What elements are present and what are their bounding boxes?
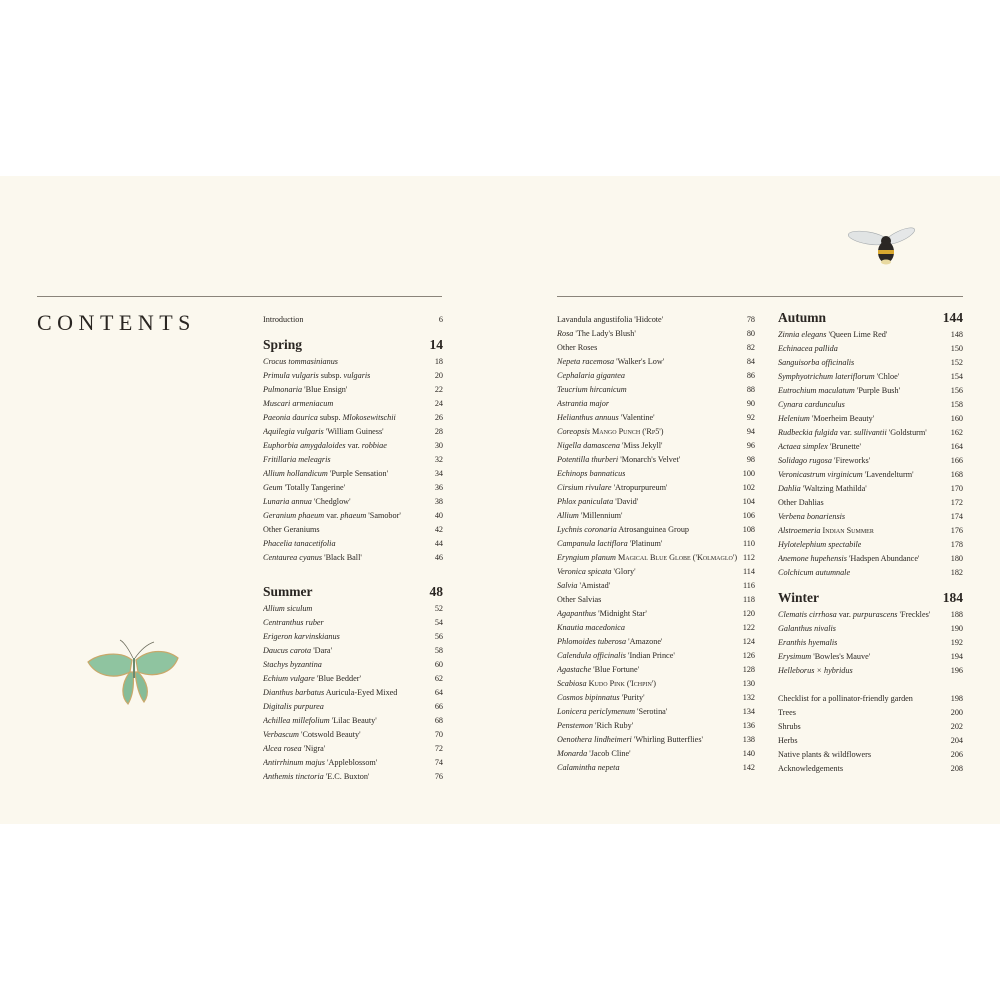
toc-entry-title: Echium vulgare 'Blue Bedder' [263, 674, 361, 683]
toc-entry-title: Scabiosa Kudo Pink ('Ichpin') [557, 679, 656, 688]
toc-entry[interactable] [263, 523, 443, 537]
toc-entry-page: 38 [434, 497, 443, 506]
toc-entry-page: 130 [742, 679, 755, 688]
toc-entry-title: Helenium 'Moerheim Beauty' [778, 414, 875, 423]
toc-entry[interactable] [263, 686, 443, 700]
toc-entry-page: 42 [434, 525, 443, 534]
toc-entry-page: 44 [434, 539, 443, 548]
toc-entry-page: 40 [434, 511, 443, 520]
toc-entry-title: Hylotelephium spectabile [778, 540, 862, 549]
toc-entry-page: 172 [950, 498, 963, 507]
toc-entry[interactable] [778, 454, 963, 468]
toc-entry-page: 118 [743, 595, 755, 604]
toc-entry-title: Anthemis tinctoria 'E.C. Buxton' [263, 772, 370, 781]
toc-entry[interactable] [263, 509, 443, 523]
toc-entry[interactable] [263, 672, 443, 686]
toc-entry-title: Other Salvias [557, 595, 602, 604]
toc-entry-title: Lonicera periclymenum 'Serotina' [557, 707, 668, 716]
toc-entry[interactable] [557, 425, 755, 439]
toc-entry-title: Teucrium hircanicum [557, 385, 627, 394]
toc-entry-page: 138 [742, 735, 755, 744]
toc-entry-page: 190 [950, 624, 963, 633]
toc-entry-page: 60 [434, 660, 443, 669]
toc-entry-title: Eutrochium maculatum 'Purple Bush' [778, 386, 901, 395]
toc-entry-title: Knautia macedonica [557, 623, 625, 632]
toc-entry-page: 94 [746, 427, 755, 436]
toc-entry-page: 36 [434, 483, 443, 492]
toc-entry[interactable] [263, 658, 443, 672]
toc-entry[interactable] [557, 509, 755, 523]
toc-entry[interactable] [778, 692, 963, 706]
toc-entry-title: Allium siculum [263, 604, 313, 613]
toc-entry[interactable] [557, 733, 755, 747]
toc-entry-title: Potentilla thurberi 'Monarch's Velvet' [557, 455, 681, 464]
toc-entry-page: 120 [742, 609, 755, 618]
section-heading-winter[interactable]: Winter 184 [778, 590, 963, 605]
toc-entry-page: 202 [950, 722, 963, 731]
toc-entry-page: 70 [434, 730, 443, 739]
toc-entry-page: 84 [746, 357, 755, 366]
toc-entry[interactable] [778, 636, 963, 650]
toc-entry-title: Lychnis coronaria Atrosanguinea Group [557, 525, 690, 534]
toc-entry-title: Echinacea pallida [778, 344, 838, 353]
toc-entry[interactable] [557, 677, 755, 691]
toc-entry[interactable] [557, 747, 755, 761]
toc-entry-page: 148 [950, 330, 963, 339]
toc-entry-page: 78 [746, 315, 755, 324]
toc-entry-title: Nigella damascena 'Miss Jekyll' [557, 441, 663, 450]
toc-entry-page: 142 [742, 763, 755, 772]
toc-entry-page: 164 [950, 442, 963, 451]
toc-entry[interactable] [263, 467, 443, 481]
toc-entry-title: Native plants & wildflowers [778, 750, 872, 759]
toc-entry[interactable] [263, 439, 443, 453]
toc-entry[interactable] [263, 616, 443, 630]
toc-entry-page: 98 [746, 455, 755, 464]
toc-entry-title: Trees [778, 708, 796, 717]
toc-entry-page: 162 [950, 428, 963, 437]
toc-entry[interactable] [778, 342, 963, 356]
toc-entry-title: Allium hollandicum 'Purple Sensation' [263, 469, 389, 478]
toc-entry[interactable] [557, 635, 755, 649]
toc-entry-title: Antirrhinum majus 'Appleblossom' [263, 758, 378, 767]
toc-entry[interactable] [778, 762, 963, 776]
toc-entry[interactable] [263, 411, 443, 425]
toc-entry-title: Primula vulgaris subsp. vulgaris [263, 371, 371, 380]
back-matter-list [778, 692, 963, 776]
toc-entry-title: Colchicum autumnale [778, 568, 851, 577]
toc-entry-title: Checklist for a pollinator-friendly garden [778, 694, 913, 703]
summer-list [263, 602, 443, 784]
toc-entry-page: 18 [434, 357, 443, 366]
toc-entry-page: 108 [742, 525, 755, 534]
toc-entry-title: Lavandula angustifolia 'Hidcote' [557, 315, 664, 324]
toc-entry[interactable] [263, 383, 443, 397]
toc-entry-page: 30 [434, 441, 443, 450]
toc-entry[interactable] [778, 482, 963, 496]
contents-column-2 [557, 313, 755, 775]
toc-entry-title: Campanula lactiflora 'Platinum' [557, 539, 663, 548]
toc-entry-page: 178 [950, 540, 963, 549]
toc-entry[interactable] [778, 608, 963, 622]
toc-entry-page: 174 [950, 512, 963, 521]
toc-entry[interactable] [557, 579, 755, 593]
toc-entry-title: Actaea simplex 'Brunette' [778, 442, 861, 451]
toc-entry-title: Calendula officinalis 'Indian Prince' [557, 651, 675, 660]
toc-entry[interactable] [557, 523, 755, 537]
toc-entry[interactable] [557, 369, 755, 383]
toc-entry[interactable] [263, 770, 443, 784]
toc-entry-page: 160 [950, 414, 963, 423]
green-moth-icon [84, 638, 184, 710]
toc-entry-page: 76 [434, 772, 443, 781]
toc-entry-title: Other Dahlias [778, 498, 824, 507]
toc-entry-title: Veronicastrum virginicum 'Lavendelturm' [778, 470, 914, 479]
toc-entry-page: 176 [950, 526, 963, 535]
toc-entry-title: Zinnia elegans 'Queen Lime Red' [778, 330, 888, 339]
toc-entry-title: Verbascum 'Cotswold Beauty' [263, 730, 361, 739]
toc-entry[interactable] [557, 313, 755, 327]
toc-entry[interactable] [263, 481, 443, 495]
toc-entry-page: 80 [746, 329, 755, 338]
toc-entry-page: 96 [746, 441, 755, 450]
toc-entry-title: Coreopsis Mango Punch ('Rp5') [557, 427, 664, 436]
toc-entry[interactable] [263, 644, 443, 658]
toc-entry-page: 200 [950, 708, 963, 717]
toc-entry-page: 106 [742, 511, 755, 520]
toc-entry[interactable] [263, 425, 443, 439]
toc-entry-page: 112 [743, 553, 755, 562]
toc-entry[interactable] [557, 411, 755, 425]
toc-entry-page: 182 [950, 568, 963, 577]
toc-entry-title: Clematis cirrhosa var. purpurascens 'Freckles' [778, 610, 931, 619]
toc-entry-title: Phlomoides tuberosa 'Amazone' [557, 637, 663, 646]
toc-entry[interactable] [778, 328, 963, 342]
toc-entry[interactable] [263, 700, 443, 714]
left-rule [37, 296, 442, 297]
toc-entry[interactable] [778, 650, 963, 664]
toc-entry[interactable] [557, 341, 755, 355]
toc-entry-page: 28 [434, 427, 443, 436]
toc-entry-title: Geum 'Totally Tangerine' [263, 483, 346, 492]
toc-entry[interactable] [778, 412, 963, 426]
toc-entry[interactable] [263, 602, 443, 616]
toc-entry[interactable] [263, 756, 443, 770]
toc-entry-title: Dianthus barbatus Auricula-Eyed Mixed [263, 688, 398, 697]
toc-entry-title: Stachys byzantina [263, 660, 322, 669]
right-rule [557, 296, 963, 297]
toc-entry-page: 52 [434, 604, 443, 613]
toc-entry[interactable] [557, 705, 755, 719]
toc-entry-page: 62 [434, 674, 443, 683]
toc-entry[interactable] [557, 453, 755, 467]
toc-entry[interactable] [778, 496, 963, 510]
toc-entry[interactable] [557, 467, 755, 481]
toc-entry[interactable] [778, 552, 963, 566]
toc-entry-title: Other Roses [557, 343, 598, 352]
toc-entry[interactable] [557, 537, 755, 551]
toc-entry-title: Paeonia daurica subsp. Mlokosewitschii [263, 413, 396, 422]
toc-entry[interactable] [778, 426, 963, 440]
toc-entry-title: Alcea rosea 'Nigra' [263, 744, 326, 753]
toc-entry-title: Sanguisorba officinalis [778, 358, 855, 367]
toc-entry-title: Muscari armeniacum [263, 399, 334, 408]
bumblebee-icon [846, 226, 918, 266]
toc-entry-page: 136 [742, 721, 755, 730]
toc-entry[interactable] [778, 384, 963, 398]
toc-entry[interactable] [263, 537, 443, 551]
toc-entry[interactable] [778, 706, 963, 720]
toc-entry-page: 68 [434, 716, 443, 725]
toc-entry[interactable] [557, 495, 755, 509]
toc-entry-page: 198 [950, 694, 963, 703]
toc-entry-title: Echinops bannaticus [557, 469, 626, 478]
toc-entry-title: Shrubs [778, 722, 801, 731]
toc-entry-page: 150 [950, 344, 963, 353]
toc-entry[interactable] [557, 607, 755, 621]
toc-entry[interactable] [778, 748, 963, 762]
toc-entry-title: Anemone hupehensis 'Hadspen Abundance' [778, 554, 920, 563]
toc-entry-page: 72 [434, 744, 443, 753]
toc-entry-title: Verbena bonariensis [778, 512, 846, 521]
toc-entry-page: 124 [742, 637, 755, 646]
toc-entry[interactable] [557, 565, 755, 579]
toc-entry-title: Other Geraniums [263, 525, 320, 534]
toc-entry-title: Helianthus annuus 'Valentine' [557, 413, 655, 422]
toc-entry-title: Penstemon 'Rich Ruby' [557, 721, 634, 730]
toc-entry-title: Eryngium planum Magical Blue Globe ('Kolmaglo') [557, 553, 738, 562]
toc-entry-title: Acknowledgements [778, 764, 844, 773]
toc-entry[interactable] [557, 397, 755, 411]
toc-entry-title: Digitalis purpurea [263, 702, 324, 711]
book-spread [0, 176, 1000, 824]
toc-entry-page: 116 [743, 581, 755, 590]
toc-entry-title: Lunaria annua 'Chedglow' [263, 497, 351, 506]
section-heading-autumn[interactable]: Autumn 144 [778, 310, 963, 325]
toc-entry[interactable] [263, 742, 443, 756]
toc-entry-title: Cephalaria gigantea [557, 371, 625, 380]
toc-entry[interactable] [778, 566, 963, 580]
toc-entry[interactable] [557, 593, 755, 607]
toc-entry-title: Centranthus ruber [263, 618, 324, 627]
toc-entry-title: Dahlia 'Waltzing Mathilda' [778, 484, 867, 493]
toc-entry[interactable] [557, 621, 755, 635]
toc-entry-page: 86 [746, 371, 755, 380]
toc-entry-page: 34 [434, 469, 443, 478]
toc-entry-title: Agapanthus 'Midnight Star' [557, 609, 647, 618]
toc-entry[interactable] [778, 734, 963, 748]
toc-entry-title: Geranium phaeum var. phaeum 'Samobor' [263, 511, 401, 520]
toc-entry[interactable] [778, 720, 963, 734]
toc-entry-title: Rudbeckia fulgida var. sullivantii 'Goldsturm' [778, 428, 927, 437]
toc-entry-page: 208 [950, 764, 963, 773]
toc-entry-title: Phlox paniculata 'David' [557, 497, 639, 506]
toc-entry[interactable] [263, 397, 443, 411]
toc-entry-page: 100 [742, 469, 755, 478]
toc-entry-page: 90 [746, 399, 755, 408]
toc-entry[interactable] [557, 383, 755, 397]
toc-entry-title: Symphyotrichum lateriflorum 'Chloe' [778, 372, 900, 381]
toc-entry[interactable] [778, 510, 963, 524]
winter-list [778, 608, 963, 678]
toc-entry-title: Euphorbia amygdaloides var. robbiae [263, 441, 387, 450]
toc-entry-page: 20 [434, 371, 443, 380]
toc-entry-page: 46 [434, 553, 443, 562]
toc-entry-page: 104 [742, 497, 755, 506]
toc-entry-page: 54 [434, 618, 443, 627]
toc-entry-title: Cosmos bipinnatus 'Purity' [557, 693, 645, 702]
toc-entry-title: Calamintha nepeta [557, 763, 620, 772]
toc-entry-page: 140 [742, 749, 755, 758]
toc-entry-title: Pulmonaria 'Blue Ensign' [263, 385, 348, 394]
toc-entry-page: 64 [434, 688, 443, 697]
toc-entry-page: 114 [743, 567, 755, 576]
toc-entry-title: Eranthis hyemalis [778, 638, 838, 647]
toc-entry-page: 132 [742, 693, 755, 702]
toc-entry-page: 22 [434, 385, 443, 394]
toc-entry-title: Cynara cardunculus [778, 400, 845, 409]
toc-entry-title: Agastache 'Blue Fortune' [557, 665, 640, 674]
toc-entry-title: Galanthus nivalis [778, 624, 836, 633]
toc-entry-page: 152 [950, 358, 963, 367]
contents-title: CONTENTS [37, 310, 196, 335]
toc-entry-page: 192 [950, 638, 963, 647]
toc-entry-title: Fritillaria meleagris [263, 455, 331, 464]
toc-entry-page: 154 [950, 372, 963, 381]
toc-entry[interactable] [778, 524, 963, 538]
toc-entry-page: 134 [742, 707, 755, 716]
toc-entry-title: Aquilegia vulgaris 'William Guiness' [263, 427, 384, 436]
toc-entry-title: Cirsium rivulare 'Atropurpureum' [557, 483, 668, 492]
toc-entry[interactable] [263, 714, 443, 728]
toc-entry[interactable] [778, 398, 963, 412]
toc-entry-page: 204 [950, 736, 963, 745]
toc-entry-page: 66 [434, 702, 443, 711]
toc-entry-page: 158 [950, 400, 963, 409]
toc-entry-page: 122 [742, 623, 755, 632]
toc-entry-page: 128 [742, 665, 755, 674]
toc-entry-page: 126 [742, 651, 755, 660]
toc-entry-title: Solidago rugosa 'Fireworks' [778, 456, 871, 465]
toc-entry[interactable] [778, 370, 963, 384]
toc-entry[interactable] [778, 622, 963, 636]
toc-entry-page: 168 [950, 470, 963, 479]
toc-entry[interactable] [557, 355, 755, 369]
toc-entry[interactable]: Introduction 6 [263, 315, 443, 324]
toc-entry-title: Helleborus × hybridus [778, 666, 853, 675]
toc-entry-page: 82 [746, 343, 755, 352]
toc-entry-title: Centaurea cyanus 'Black Ball' [263, 553, 362, 562]
toc-entry-page: 194 [950, 652, 963, 661]
toc-entry-page: 32 [434, 455, 443, 464]
toc-entry[interactable] [557, 761, 755, 775]
toc-entry[interactable] [263, 551, 443, 565]
toc-entry-title: Nepeta racemosa 'Walker's Low' [557, 357, 665, 366]
toc-entry-page: 24 [434, 399, 443, 408]
toc-entry-title: Crocus tommasinianus [263, 357, 338, 366]
toc-entry[interactable] [263, 728, 443, 742]
toc-entry-title: Herbs [778, 736, 798, 745]
toc-entry-title: Oenothera lindheimeri 'Whirling Butterflies' [557, 735, 703, 744]
toc-entry[interactable] [263, 453, 443, 467]
toc-entry-page: 206 [950, 750, 963, 759]
toc-entry[interactable] [263, 369, 443, 383]
toc-entry-page: 156 [950, 386, 963, 395]
toc-entry-title: Phacelia tanacetifolia [263, 539, 336, 548]
toc-entry-title: Monarda 'Jacob Cline' [557, 749, 631, 758]
toc-entry-title: Astrantia major [557, 399, 610, 408]
toc-entry[interactable] [557, 691, 755, 705]
toc-entry-page: 170 [950, 484, 963, 493]
toc-entry[interactable] [778, 440, 963, 454]
toc-entry-page: 92 [746, 413, 755, 422]
toc-entry-page: 196 [950, 666, 963, 675]
toc-entry[interactable] [557, 439, 755, 453]
toc-entry[interactable] [263, 495, 443, 509]
toc-entry[interactable] [778, 538, 963, 552]
spring-list [263, 355, 443, 565]
toc-entry-page: 180 [950, 554, 963, 563]
toc-entry-title: Veronica spicata 'Glory' [557, 567, 636, 576]
toc-entry-title: Salvia 'Amistad' [557, 581, 611, 590]
toc-entry-page: 56 [434, 632, 443, 641]
toc-entry[interactable] [557, 481, 755, 495]
toc-entry[interactable] [557, 649, 755, 663]
toc-entry-page: 166 [950, 456, 963, 465]
toc-entry-page: 102 [742, 483, 755, 492]
section-heading-summer[interactable]: Summer 48 [263, 584, 443, 599]
summer-list-continued [557, 313, 755, 775]
toc-entry-page: 26 [434, 413, 443, 422]
toc-entry-title: Alstroemeria Indian Summer [778, 526, 874, 535]
toc-entry-page: 88 [746, 385, 755, 394]
contents-column-1 [263, 313, 443, 784]
toc-entry-title: Allium 'Millennium' [557, 511, 623, 520]
contents-column-3 [778, 305, 963, 776]
toc-entry[interactable] [557, 327, 755, 341]
toc-entry-page: 58 [434, 646, 443, 655]
toc-entry[interactable] [557, 663, 755, 677]
toc-entry-page: 110 [743, 539, 755, 548]
toc-entry-page: 74 [434, 758, 443, 767]
toc-entry-title: Daucus carota 'Dara' [263, 646, 333, 655]
toc-entry[interactable] [263, 355, 443, 369]
toc-entry[interactable] [778, 664, 963, 678]
toc-entry[interactable] [778, 356, 963, 370]
toc-entry-title: Achillea millefolium 'Lilac Beauty' [263, 716, 377, 725]
toc-entry[interactable] [557, 719, 755, 733]
toc-entry[interactable] [778, 468, 963, 482]
toc-entry[interactable] [557, 551, 755, 565]
autumn-list [778, 328, 963, 580]
toc-entry-title: Erysimum 'Bowles's Mauve' [778, 652, 871, 661]
toc-entry-title: Rosa 'The Lady's Blush' [557, 329, 636, 338]
toc-entry[interactable] [263, 630, 443, 644]
section-heading-spring[interactable]: Spring 14 [263, 337, 443, 352]
toc-entry-page: 188 [950, 610, 963, 619]
toc-entry-title: Erigeron karvinskianus [263, 632, 340, 641]
